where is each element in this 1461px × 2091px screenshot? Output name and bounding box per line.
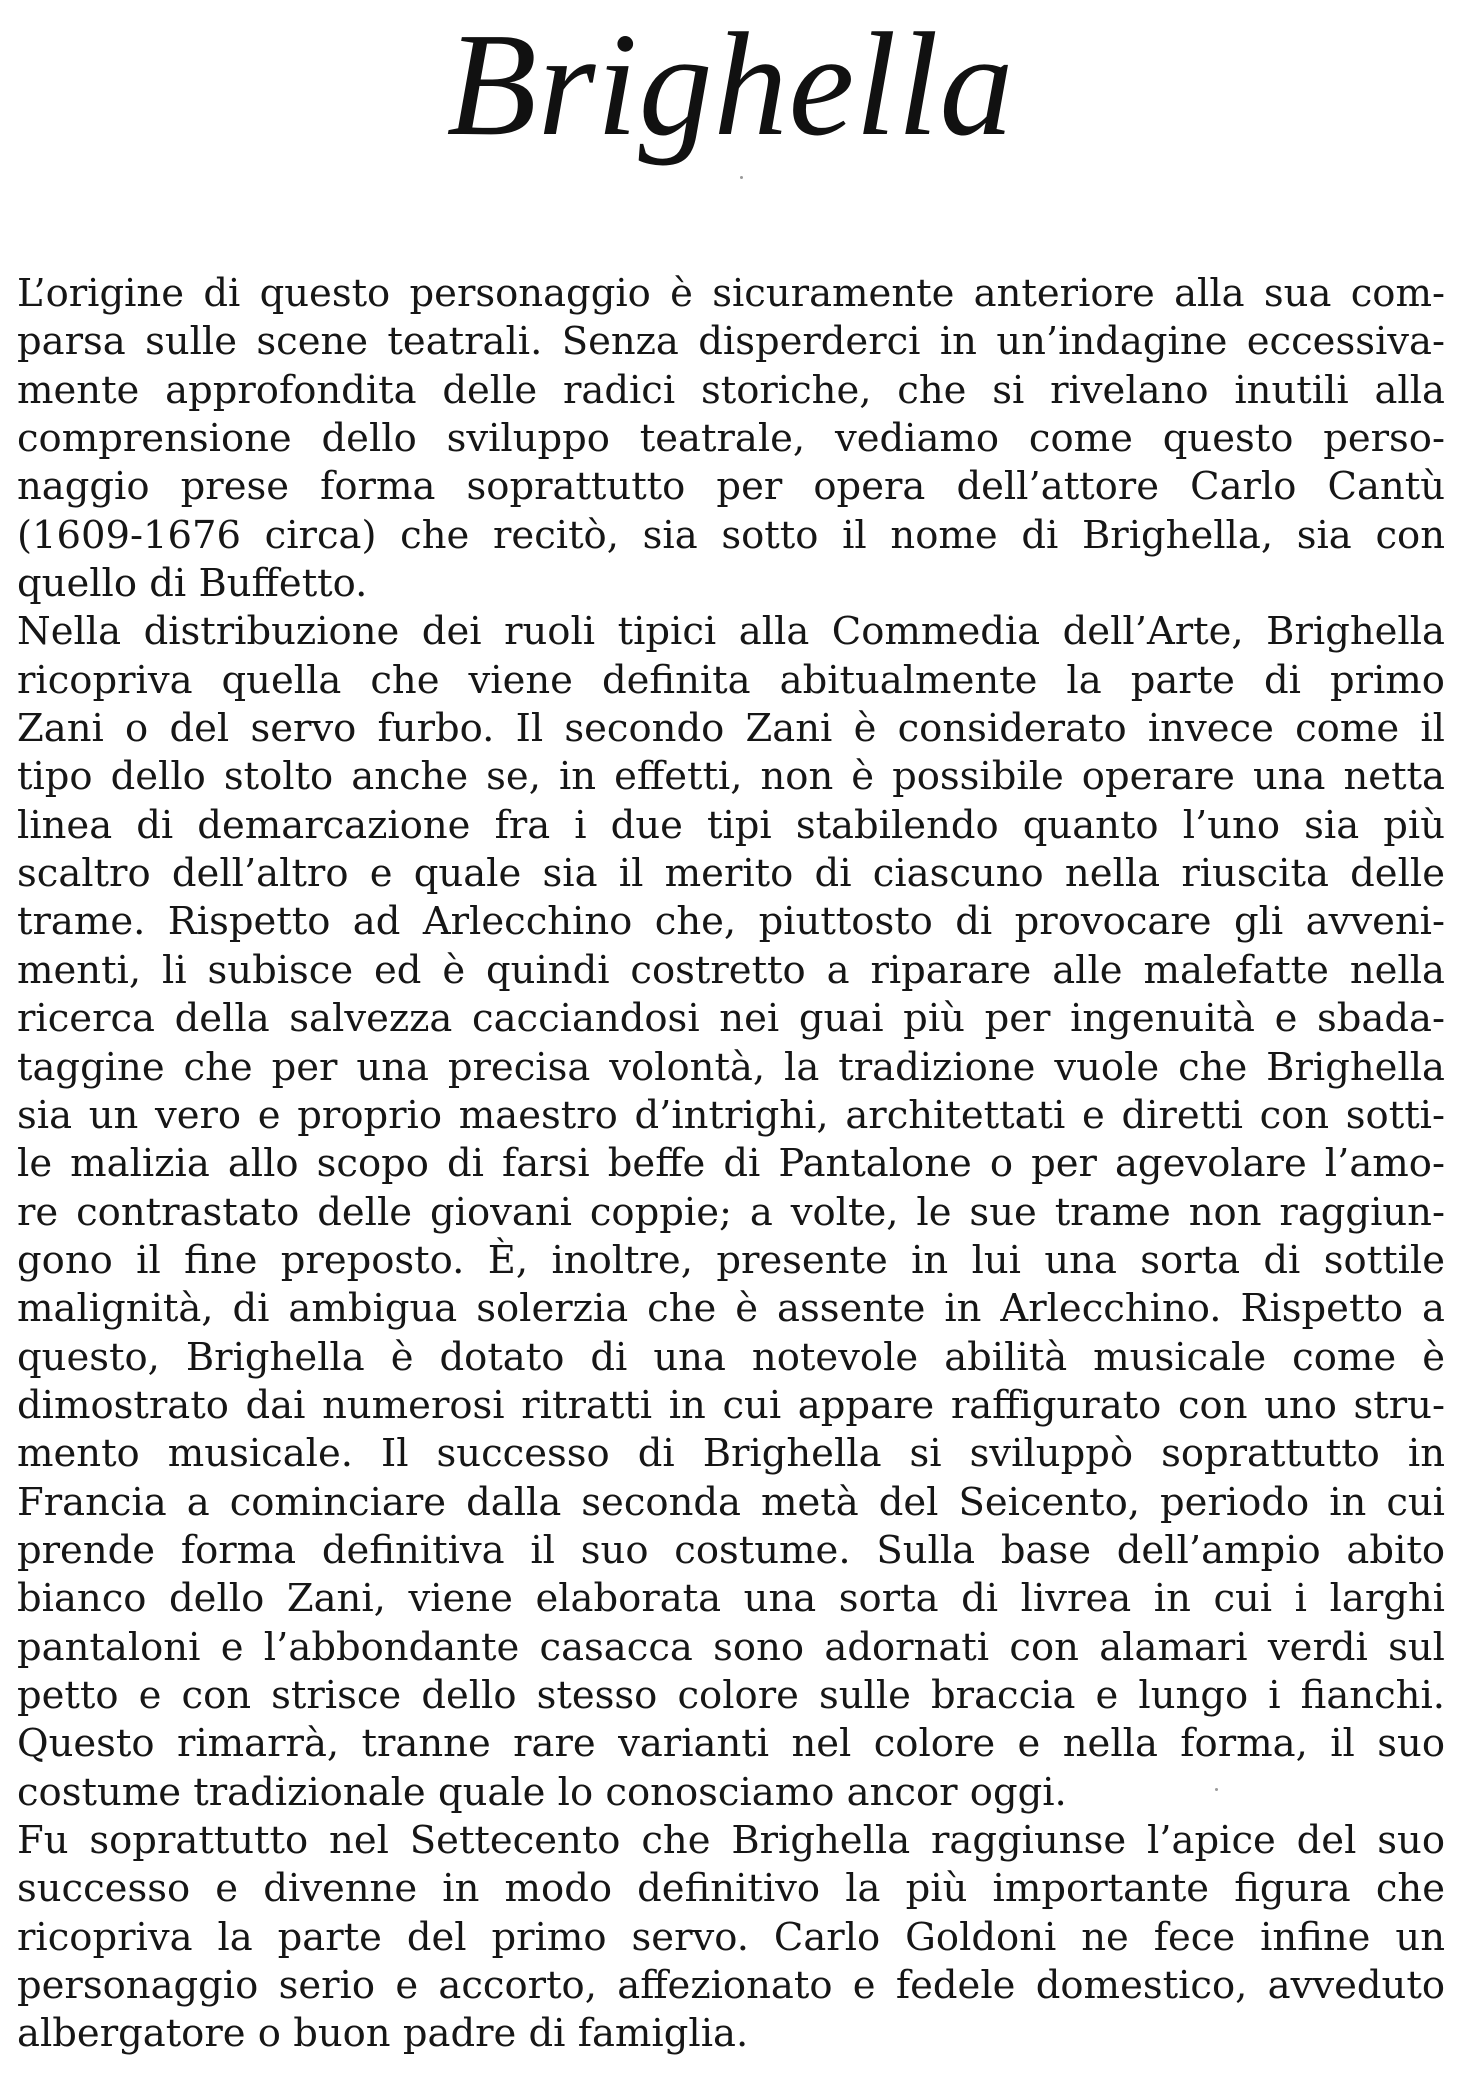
scan-speck (1215, 1788, 1218, 1791)
text-line: albergatore o buon padre di famiglia. (17, 2011, 749, 2057)
body-text (17, 270, 1445, 2059)
text-line: ricopriva la parte del primo servo. Carlo Goldoni ne fece infine un (17, 1914, 1445, 1960)
text-line: prende forma definitiva il suo costume. Sulla base dell’ampio abito (17, 1527, 1445, 1573)
text-line: (1609-1676 circa) che recitò, sia sotto il nome di Brighella, sia con (17, 512, 1445, 558)
text-line: re contrastato delle giovani coppie; a volte, le sue trame non raggiun- (17, 1189, 1445, 1235)
text-line: comprensione dello sviluppo teatrale, vediamo come questo perso- (17, 416, 1445, 462)
text-line: Questo rimarrà, tranne rare varianti nel colore e nella forma, il suo (17, 1721, 1445, 1767)
text-line: le malizia allo scopo di farsi beffe di Pantalone o per agevolare l’amo- (17, 1141, 1445, 1187)
paragraph-2 (17, 608, 1445, 1817)
text-line: ricerca della salvezza cacciandosi nei guai più per ingenuità e sbada- (17, 996, 1445, 1042)
text-line: menti, li subisce ed è quindi costretto a riparare alle malefatte nella (17, 947, 1445, 993)
text-line: linea di demarcazione fra i due tipi stabilendo quanto l’uno sia più (17, 802, 1445, 848)
text-line: ricopriva quella che viene definita abitualmente la parte di primo (17, 657, 1445, 703)
paragraph-3 (17, 1817, 1445, 2059)
page-title: Brighella (446, 3, 1015, 167)
text-line: parsa sulle scene teatrali. Senza disperderci in un’indagine eccessiva- (17, 319, 1445, 365)
text-line: questo, Brighella è dotato di una notevole abilità musicale come è (17, 1334, 1445, 1380)
text-line: sia un vero e proprio maestro d’intrighi, architettati e diretti con sotti- (17, 1092, 1445, 1138)
text-line: pantaloni e l’abbondante casacca sono adornati con alamari verdi sul (17, 1624, 1445, 1670)
text-line: Francia a cominciare dalla seconda metà del Seicento, periodo in cui (17, 1479, 1445, 1525)
text-line: mente approfondita delle radici storiche, che si rivelano inutili alla (17, 367, 1445, 413)
scan-speck (740, 176, 743, 179)
text-line: quello di Buffetto. (17, 561, 368, 607)
text-line: malignità, di ambigua solerzia che è assente in Arlecchino. Rispetto a (17, 1286, 1445, 1332)
text-line: taggine che per una precisa volontà, la tradizione vuole che Brighella (17, 1044, 1445, 1090)
text-line: Nella distribuzione dei ruoli tipici alla Commedia dell’Arte, Brighella (17, 609, 1445, 655)
text-line: mento musicale. Il successo di Brighella si sviluppò soprattutto in (17, 1431, 1445, 1477)
paragraph-1 (17, 270, 1445, 608)
text-line: naggio prese forma soprattutto per opera dell’attore Carlo Cantù (17, 464, 1445, 510)
text-line: trame. Rispetto ad Arlecchino che, piuttosto di provocare gli avveni- (17, 899, 1445, 945)
text-line: personaggio serio e accorto, affezionato e fedele domestico, avveduto (17, 1963, 1445, 2009)
text-line: scaltro dell’altro e quale sia il merito di ciascuno nella riuscita delle (17, 851, 1445, 897)
text-line: dimostrato dai numerosi ritratti in cui appare raffigurato con uno stru- (17, 1382, 1445, 1428)
text-line: successo e divenne in modo definitivo la più importante figura che (17, 1866, 1445, 1912)
text-line: Zani o del servo furbo. Il secondo Zani è considerato invece come il (17, 706, 1445, 752)
text-line: costume tradizionale quale lo conosciamo ancor oggi. (17, 1769, 1067, 1815)
text-line: bianco dello Zani, viene elaborata una sorta di livrea in cui i larghi (17, 1576, 1445, 1622)
text-line: Fu soprattutto nel Settecento che Brighella raggiunse l’apice del suo (17, 1818, 1445, 1863)
text-line: tipo dello stolto anche se, in effetti, non è possibile operare una netta (17, 754, 1445, 800)
text-line: L’origine di questo personaggio è sicuramente anteriore alla sua com- (17, 271, 1445, 316)
text-line: petto e con strisce dello stesso colore sulle braccia e lungo i fianchi. (17, 1672, 1445, 1718)
text-line: gono il fine preposto. È, inoltre, presente in lui una sorta di sottile (17, 1237, 1445, 1283)
